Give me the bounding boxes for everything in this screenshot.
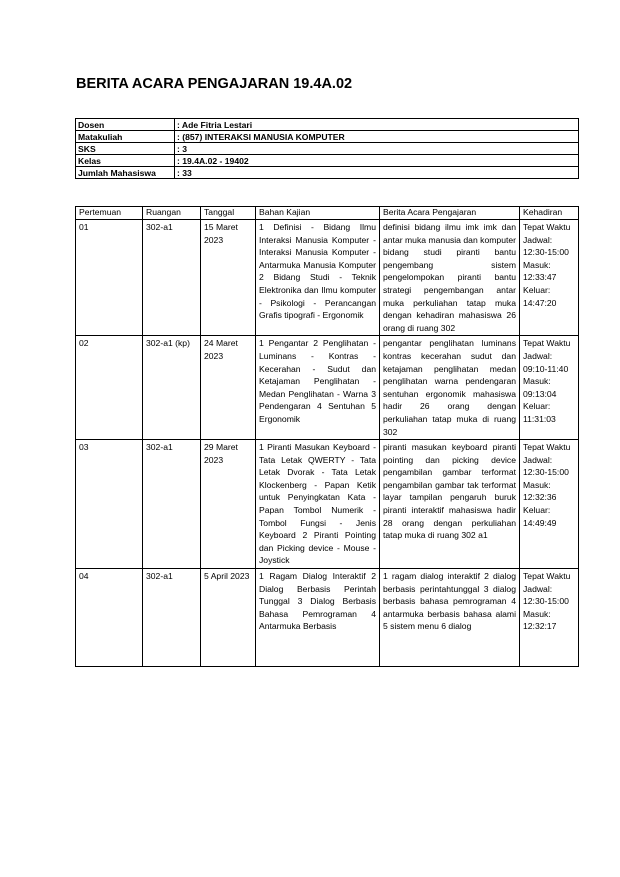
cell-berita-acara: pengantar penglihatan luminans kontras kecerahan sudut dan ketajaman penglihatan medan penglihatan warna pendengaran sentuhan ergonomik mahasiswa hadir 26 orang dengan perkuliahan tatap muka di ruang 302 — [380, 336, 520, 440]
table-row — [76, 440, 579, 569]
cell-berita-acara: definisi bidang ilmu imk imk dan antar muka manusia dan komputer bidang studi piranti bantu pengembang sistem pengelompokan piranti bantu strategi pengembangan antar muka perkuliahan tatap muka dengan kehadiran mahasiswa 26 orang di ruang 302 — [380, 220, 520, 336]
table-row — [76, 569, 579, 667]
info-label: Kelas — [76, 155, 175, 167]
info-label: Dosen — [76, 119, 175, 131]
info-label: Matakuliah — [76, 131, 175, 143]
table-row — [76, 336, 579, 440]
header-berita-acara: Berita Acara Pengajaran — [380, 207, 520, 220]
cell-pertemuan: 02 — [76, 336, 143, 440]
info-row — [76, 131, 579, 143]
cell-kehadiran: Tepat Waktu Jadwal: 12:30-15:00 Masuk: 12:32:36 Keluar: 14:49:49 — [520, 440, 579, 569]
cell-bahan-kajian: 1 Piranti Masukan Keyboard - Tata Letak QWERTY - Tata Letak Dvorak - Tata Letak Klockenberg - Papan Ketik untuk Penyingkatan Kata - Papan Tombol Numerik - Tombol Fungsi - Jenis Keyboard 2 Piranti Pointing dan Picking device - Mouse - Joystick — [256, 440, 380, 569]
cell-berita-acara-text: 1 ragam dialog interaktif 2 dialog berbasis perintahtunggal 3 dialog berbasis bahasa pemrograman 4 antarmuka berbasis bahasa alami 5 sistem menu 6 dialog — [383, 571, 516, 632]
cell-berita-acara: piranti masukan keyboard piranti pointing dan picking device pengambilan gambar terformat pengambilan gambar tak terformat layar tampilan pengaruh buruk piranti interaktif mahasiswa hadir 28 orang dengan perkuliahan tatap muka di ruang 302 a1 — [380, 440, 520, 569]
cell-tanggal: 15 Maret 2023 — [201, 220, 256, 336]
info-label: SKS — [76, 143, 175, 155]
table-row — [76, 220, 579, 336]
info-value: : Ade Fitria Lestari — [175, 119, 579, 131]
cell-pertemuan: 03 — [76, 440, 143, 569]
header-bahan-kajian: Bahan Kajian — [256, 207, 380, 220]
cell-ruangan: 302-a1 (kp) — [143, 336, 201, 440]
info-row — [76, 143, 579, 155]
cell-tanggal-text: 5 April 2023 — [204, 571, 250, 582]
cell-ruangan-text: 302-a1 — [146, 571, 173, 582]
info-value: : (857) INTERAKSI MANUSIA KOMPUTER — [175, 131, 579, 143]
cell-kehadiran: Tepat Waktu Jadwal: 12:30-15:00 Masuk: 12:33:47 Keluar: 14:47:20 — [520, 220, 579, 336]
course-info-table — [75, 118, 579, 179]
info-value: : 3 — [175, 143, 579, 155]
cell-ruangan: 302-a1 — [143, 440, 201, 569]
info-label: Jumlah Mahasiswa — [76, 167, 175, 179]
cell-pertemuan-text: 04 — [79, 571, 89, 582]
header-kehadiran: Kehadiran — [520, 207, 579, 220]
cell-ruangan: 302-a1 — [143, 220, 201, 336]
cell-berita-acara — [380, 569, 520, 667]
header-pertemuan: Pertemuan — [76, 207, 143, 220]
header-ruangan: Ruangan — [143, 207, 201, 220]
info-row — [76, 119, 579, 131]
info-value: : 19.4A.02 - 19402 — [175, 155, 579, 167]
cell-bahan-kajian-text: 1 Ragam Dialog Interaktif 2 Dialog Berbasis Perintah Tunggal 3 Dialog Berbasis Bahasa Pemrograman 4 Antarmuka Berbasis — [259, 571, 376, 632]
cell-pertemuan: 01 — [76, 220, 143, 336]
cell-kehadiran-text: Tepat Waktu Jadwal: 12:30-15:00 Masuk: 12:32:17 — [523, 571, 571, 632]
cell-kehadiran: Tepat Waktu Jadwal: 09:10-11:40 Masuk: 09:13:04 Keluar: 11:31:03 — [520, 336, 579, 440]
info-value: : 33 — [175, 167, 579, 179]
info-row — [76, 155, 579, 167]
cell-ruangan — [143, 569, 201, 667]
table-header-row — [76, 207, 579, 220]
cell-bahan-kajian — [256, 569, 380, 667]
cell-tanggal: 24 Maret 2023 — [201, 336, 256, 440]
cell-tanggal — [201, 569, 256, 667]
header-tanggal: Tanggal — [201, 207, 256, 220]
cell-tanggal: 29 Maret 2023 — [201, 440, 256, 569]
cell-kehadiran — [520, 569, 579, 667]
session-table — [75, 206, 579, 667]
cell-pertemuan — [76, 569, 143, 667]
info-row — [76, 167, 579, 179]
page-title: BERITA ACARA PENGAJARAN 19.4A.02 — [76, 76, 353, 92]
cell-bahan-kajian: 1 Pengantar 2 Penglihatan - Luminans - Kontras - Kecerahan - Sudut dan Ketajaman Penglihatan - Medan Penglihatan - Warna 3 Pendengaran 4 Sentuhan 5 Ergonomik — [256, 336, 380, 440]
cell-bahan-kajian: 1 Definisi - Bidang Ilmu Interaksi Manusia Komputer - Interaksi Manusia Komputer - Antarmuka Manusia Komputer 2 Bidang Studi - Teknik Elektronika dan Ilmu komputer - Psikologi - Perancangan Grafis tipografi - Ergonomik — [256, 220, 380, 336]
